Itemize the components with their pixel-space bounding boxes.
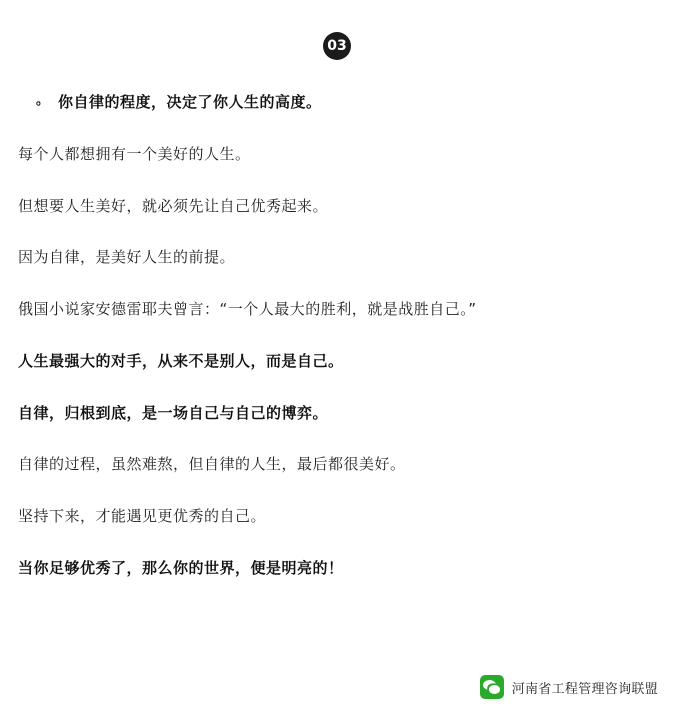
wechat-icon [480,675,504,699]
paragraph-2: 但想要人生美好，就必须先让自己优秀起来。 [18,196,329,215]
lead-paragraph [18,90,656,115]
paragraph-5: 人生最强大的对手，从来不是别人，而是自己。 [18,351,344,370]
lead-paragraph-text: 你自律的程度，决定了你人生的高度。 [58,93,322,111]
article-body [0,90,674,581]
paragraph-8: 坚持下来，才能遇见更优秀的自己。 [18,507,267,525]
footer [0,667,674,707]
paragraph-7: 自律的过程，虽然难熬，但自律的人生，最后都很美好。 [18,455,406,474]
paragraph-9: 当你足够优秀了，那么你的世界，便是明亮的！ [18,558,344,577]
document-page [0,32,674,721]
paragraph-6: 自律，归根到底，是一场自己与自己的博弈。 [18,403,329,422]
bullet-marker: 。 [36,93,50,108]
wechat-account-link[interactable] [480,675,658,699]
paragraph-4-quote: 俄国小说家安德雷耶夫曾言：“一个人最大的胜利，就是战胜自己。” [18,300,477,318]
paragraph-1: 每个人都想拥有一个美好的人生。 [18,144,251,163]
account-name-label: 河南省工程管理咨询联盟 [511,681,658,697]
paragraph-3: 因为自律，是美好人生的前提。 [18,248,236,267]
section-number-badge: 03 [323,32,351,60]
